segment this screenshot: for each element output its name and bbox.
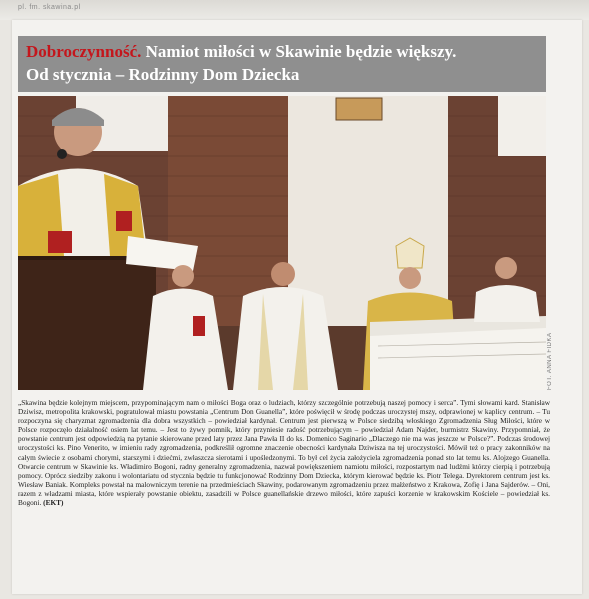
article-body-text: „Skawina będzie kolejnym miejscem, przypominającym nam o miłości Boga oraz o ludziach, którzy szczególnie potrzebują naszej pomocy i serca”. Tymi słowami kard. Stanisław Dziwisz, metropolita krakowski, pogratulował miastu powstania „Centrum Don Guanella”, które poświęcił w środę podczas uroczystej mszy, odprawionej w kaplicy centrum. – Tu rozpoczyna się charyzmat zgromadzenia dla dobra wszystkich – powiedział kardynał. Centrum jest pierwszą w Polsce siedzibą włoskiego Zgromadzenia Sług Miłości, które w Polsce rozpoczęło działalność osiem lat temu. – Jest to żywy pomnik, który przyniesie radość potrzebującym – powiedział Adam Najder, burmistrz Skawiny. Przypomniał, że powstanie centrum jest odpowiedzią na pytanie skierowane przed laty przez Jana Pawła II do ks. Domenico Saginario „Dlaczego nie ma was jeszcze w Polsce?”. Podczas środowej uroczystości ks. Pino Venerito, w imieniu rady zgromadzenia, podkreślił ogromne znaczenie obecności kardynała Dziwisza na tej uroczystości. Mówił też o pracy zakonników na całym świecie z osobami chorymi, starszymi i dziećmi, zwłaszcza sierotami i upośledzonymi. To był cel życia założyciela zgromadzenia ponad sto lat temu ks. Alojzego Guanella. Otwarcie centrum w Skawinie ks. Władimiro Bogoni, radny generalny zgromadzenia, nazwał powiększeniem namiotu miłości, rozpostartym nad ludźmi którzy cierpią i potrzebują pomocy. Oprócz siedziby zakonu i wolontariatu od stycznia będzie tu funkcjonować Rodzinny Dom Dziecka, którym kierować będzie ks. Piotr Telega. Dyrektorem centrum jest ks. Wiesław Baniak. Kompleks powstał na malowniczym terenie na przedmieściach Skawiny, podarowanym zgromadzeniu przez małżeństwo z Krakowa, Zofię i Jana Sajderów. – Oni, razem z władzami miasta, które wspierały powstanie obiektu, zasadzili w Polsce guanellańskie drzewo miłości, które zapuści korzenie w krakowskim Kościele – powiedział ks. Bogoni. [18,398,550,508]
photo-credit: FOT. ANNA FIDKA [547,332,553,390]
headline-subtitle: Od stycznia – Rodzinny Dom Dziecka [26,65,300,84]
source-line: pl. fm. skawina.pl [18,4,81,11]
newspaper-top-strip [0,0,589,20]
headline-line-1 [26,40,538,63]
headline-title: Namiot miłości w Skawinie będzie większy. [145,42,457,61]
headline-kicker: Dobroczynność. [26,42,142,61]
ceremony-photo-illustration [18,96,546,390]
article-signature: (EKT) [43,498,64,508]
article-headline [18,36,546,92]
article-photo [18,96,546,390]
article-body [18,398,550,562]
